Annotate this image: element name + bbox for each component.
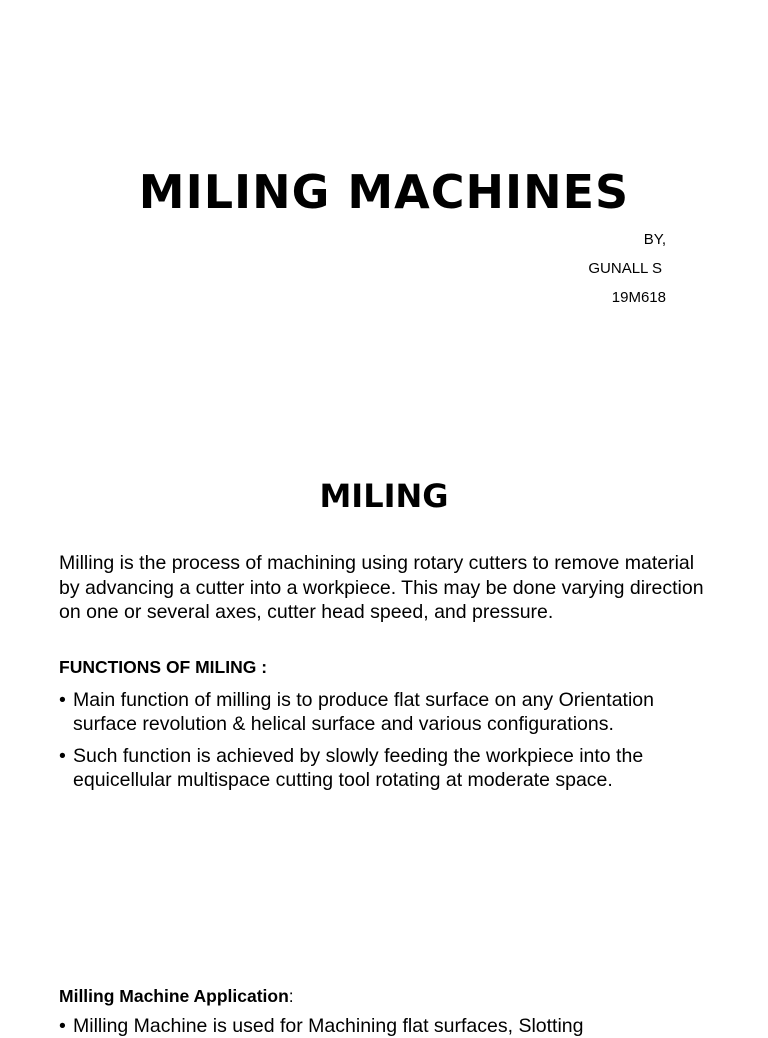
application-heading-colon: :	[288, 986, 294, 1006]
title-slide	[0, 0, 768, 400]
author-roll-number: 19M618	[611, 289, 666, 306]
bullet-icon: •	[59, 745, 66, 767]
by-label: BY,	[643, 231, 666, 248]
definition-paragraph: Milling is the process of machining using rotary cutters to remove material by advancing a cutter into a workpiece. This may be done varying direction on one or several axes, cutter head speed, and pressure.	[59, 552, 704, 623]
bullet-icon: •	[59, 689, 66, 711]
presentation-title: MILING MACHINES	[138, 165, 630, 219]
slide-title: MILING	[319, 477, 449, 515]
application-heading-text: Milling Machine Application	[59, 986, 289, 1006]
functions-bullet-list	[59, 688, 719, 800]
bullet-text: Such function is achieved by slowly feeding the workpiece into the equicellular multispace cutting tool rotating at moderate space.	[73, 745, 644, 791]
list-item	[59, 688, 719, 736]
bullet-text: Main function of milling is to produce flat surface on any Orientation surface revolution & helical surface and various configurations.	[73, 689, 654, 735]
application-slide	[0, 960, 768, 1037]
application-heading	[59, 985, 294, 1007]
miling-slide	[0, 400, 768, 960]
list-item	[59, 744, 719, 792]
list-item	[59, 1014, 768, 1038]
bullet-text: Milling Machine is used for Machining flat surfaces, Slotting	[73, 1015, 584, 1037]
functions-heading: FUNCTIONS OF MILING :	[59, 657, 268, 677]
bullet-icon: •	[59, 1015, 66, 1037]
author-name: GUNALL S	[588, 260, 662, 277]
